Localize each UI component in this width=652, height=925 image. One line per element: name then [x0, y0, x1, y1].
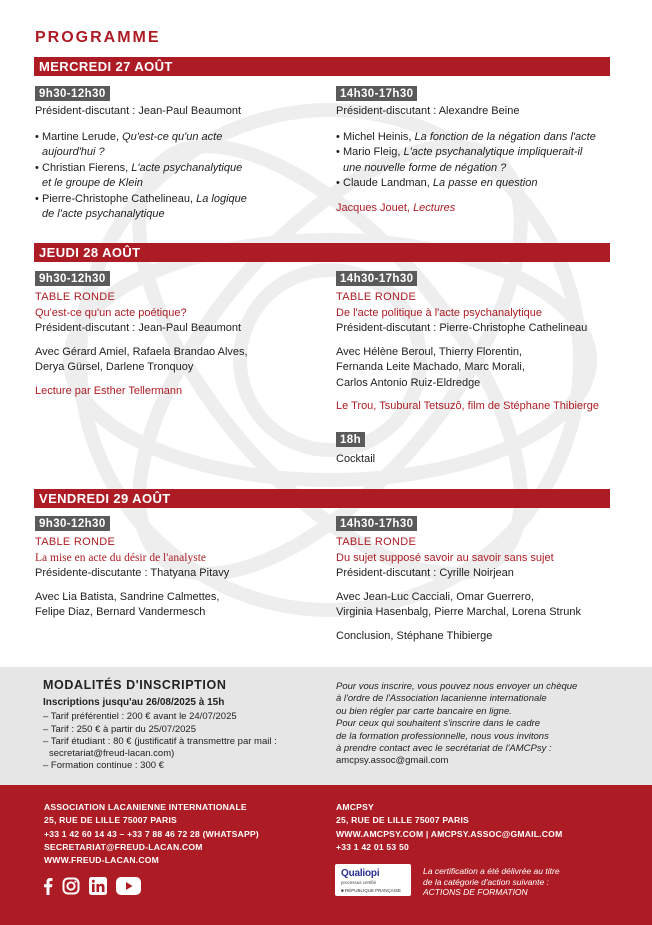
- email-link[interactable]: SECRETARIAT@FREUD-LACAN.COM: [44, 841, 203, 852]
- instruction-line: de la formation professionnelle, nous vous invitons: [336, 730, 549, 742]
- table-ronde-label: TABLE RONDE: [336, 291, 417, 303]
- list-item: • Martine Lerude, Qu'est-ce qu'un acte aujourd'hui ?: [35, 130, 325, 161]
- social-links: [43, 877, 141, 900]
- instruction-line: ou bien régler par carte bancaire en ligne.: [336, 705, 512, 717]
- day-header-mercredi: MERCREDI 27 AOÛT: [34, 57, 610, 76]
- qualiopi-name: Qualiopi: [341, 868, 380, 879]
- president: Présidente-discutante : Thatyana Pitavy: [35, 567, 230, 579]
- president: Président-discutant : Jean-Paul Beaumont: [35, 322, 242, 334]
- president: Président-discutant : Jean-Paul Beaumont: [35, 105, 242, 117]
- participants-cont: Virginia Hasenbalg, Pierre Marchal, Lorena Strunk: [336, 606, 581, 618]
- qualiopi-sub: processus certifié: [341, 880, 377, 885]
- inscription-title: MODALITÉS D'INSCRIPTION: [43, 678, 227, 692]
- cert-line: ACTIONS DE FORMATION: [423, 887, 528, 897]
- session-wed-afternoon: [336, 104, 626, 216]
- session-theme: Qu'est-ce qu'un acte poétique?: [35, 306, 187, 319]
- tarif-line: – Formation continue : 300 €: [43, 760, 164, 772]
- address: 25, RUE DE LILLE 75007 PARIS: [336, 815, 469, 826]
- inscription-deadline: Inscriptions jusqu'au 26/08/2025 à 15h: [43, 697, 225, 708]
- session-theme: Du sujet supposé savoir au savoir sans sujet: [336, 551, 554, 564]
- youtube-icon[interactable]: [116, 877, 141, 900]
- footer-ali-contact: [44, 801, 259, 867]
- table-ronde-label: TABLE RONDE: [35, 291, 116, 303]
- inscription-tarifs: [43, 697, 277, 773]
- contact-email[interactable]: amcpsy.assoc@gmail.com: [336, 755, 449, 767]
- tarif-line: – Tarif étudiant : 80 € (justificatif à transmettre par mail :: [43, 735, 277, 747]
- tarif-line: – Tarif préférentiel : 200 € avant le 24/07/2025: [43, 711, 237, 723]
- session-theme: La mise en acte du désir de l'analyste: [35, 551, 206, 564]
- participants: Avec Jean-Luc Cacciali, Omar Guerrero,: [336, 590, 534, 603]
- participants: Avec Lia Batista, Sandrine Calmettes,: [35, 590, 220, 603]
- linkedin-icon[interactable]: [89, 877, 107, 900]
- day-header-vendredi: VENDREDI 29 AOÛT: [34, 489, 610, 508]
- instagram-icon[interactable]: [62, 877, 80, 900]
- list-item: • Pierre-Christophe Cathelineau, La logique de l'acte psychanalytique: [35, 192, 325, 223]
- session-fri-morning: [35, 535, 325, 621]
- cert-line: de la catégorie d'action suivante :: [423, 876, 549, 887]
- participants: Avec Gérard Amiel, Rafaela Brandao Alves,: [35, 345, 248, 358]
- programme-title: PROGRAMME: [35, 29, 161, 46]
- website-link[interactable]: WWW.FREUD-LACAN.COM: [44, 855, 160, 866]
- time-badge: 9h30-12h30: [35, 516, 110, 531]
- time-badge: 9h30-12h30: [35, 86, 110, 101]
- cocktail-label: Cocktail: [336, 453, 376, 465]
- tarif-line: – Tarif : 250 € à partir du 25/07/2025: [43, 723, 196, 735]
- certification-note: [423, 866, 560, 898]
- footer-amcpsy-contact: [336, 801, 562, 854]
- president: Président-discutant : Pierre-Christophe Cathelineau: [336, 322, 588, 334]
- session-wed-morning: [35, 104, 325, 223]
- inscription-instructions: [336, 681, 577, 768]
- participants-cont: Derya Gürsel, Darlene Tronquoy: [35, 361, 194, 373]
- instruction-line: Pour vous inscrire, vous pouvez nous envoyer un chèque: [336, 681, 578, 692]
- org-name: AMCPSY: [336, 802, 374, 812]
- qualiopi-republique: ■ RÉPUBLIQUE FRANÇAISE: [341, 888, 401, 893]
- time-badge: 14h30-17h30: [336, 271, 417, 286]
- president: Président-discutant : Cyrille Noirjean: [336, 567, 514, 579]
- session-thu-afternoon: [336, 290, 626, 415]
- conclusion: Conclusion, Stéphane Thibierge: [336, 629, 493, 642]
- qualiopi-logo: [335, 864, 411, 896]
- phone: +33 1 42 01 53 50: [336, 841, 409, 852]
- time-badge: 14h30-17h30: [336, 516, 417, 531]
- participants: Avec Hélène Beroul, Thierry Florentin,: [336, 345, 523, 358]
- address: 25, RUE DE LILLE 75007 PARIS: [44, 815, 177, 826]
- session-thu-morning: [35, 290, 325, 399]
- website-email-links[interactable]: WWW.AMCPSY.COM | AMCPSY.ASSOC@GMAIL.COM: [336, 828, 563, 839]
- president: Président-discutant : Alexandre Beine: [336, 105, 520, 117]
- reading-credit: Lecture par Esther Tellermann: [35, 384, 183, 397]
- participants-cont: Carlos Antonio Ruiz-Eldredge: [336, 376, 481, 389]
- participants-cont: Fernanda Leite Machado, Marc Morali,: [336, 361, 525, 373]
- reading-credit: Jacques Jouet, Lectures: [336, 201, 456, 214]
- table-ronde-label: TABLE RONDE: [35, 536, 116, 548]
- instruction-line: à prendre contact avec le secrétariat de l'AMCPsy :: [336, 743, 552, 755]
- participants-cont: Felipe Diaz, Bernard Vandermesch: [35, 606, 206, 618]
- phone: +33 1 42 60 14 43 – +33 7 88 46 72 28 (WHATSAPP): [44, 828, 259, 839]
- list-item: • Claude Landman, La passe en question: [336, 176, 626, 192]
- facebook-icon[interactable]: [43, 878, 53, 900]
- instruction-line: Pour ceux qui souhaitent s'inscrire dans le cadre: [336, 718, 541, 730]
- session-theme: De l'acte politique à l'acte psychanalytique: [336, 306, 542, 319]
- time-badge: 18h: [336, 432, 365, 447]
- org-name: ASSOCIATION LACANIENNE INTERNATIONALE: [44, 802, 247, 812]
- day-header-jeudi: JEUDI 28 AOÛT: [34, 243, 610, 262]
- tarif-line: secretariat@freud-lacan.com): [49, 748, 175, 760]
- cert-line: La certification a été délivrée au titre: [423, 866, 560, 876]
- list-item: • Michel Heinis, La fonction de la négation dans l'acte: [336, 130, 626, 146]
- session-fri-afternoon: [336, 535, 636, 644]
- table-ronde-label: TABLE RONDE: [336, 536, 417, 548]
- instruction-line: à l'ordre de l'Association lacanienne internationale: [336, 693, 547, 705]
- list-item: • Mario Fleig, L'acte psychanalytique impliquerait-il une nouvelle forme de négation ?: [336, 145, 626, 176]
- film-credit: Le Trou, Tsubural Tetsuzô, film de Stéphane Thibierge: [336, 400, 599, 412]
- time-badge: 14h30-17h30: [336, 86, 417, 101]
- time-badge: 9h30-12h30: [35, 271, 110, 286]
- list-item: • Christian Fierens, L'acte psychanalytique et le groupe de Klein: [35, 161, 325, 192]
